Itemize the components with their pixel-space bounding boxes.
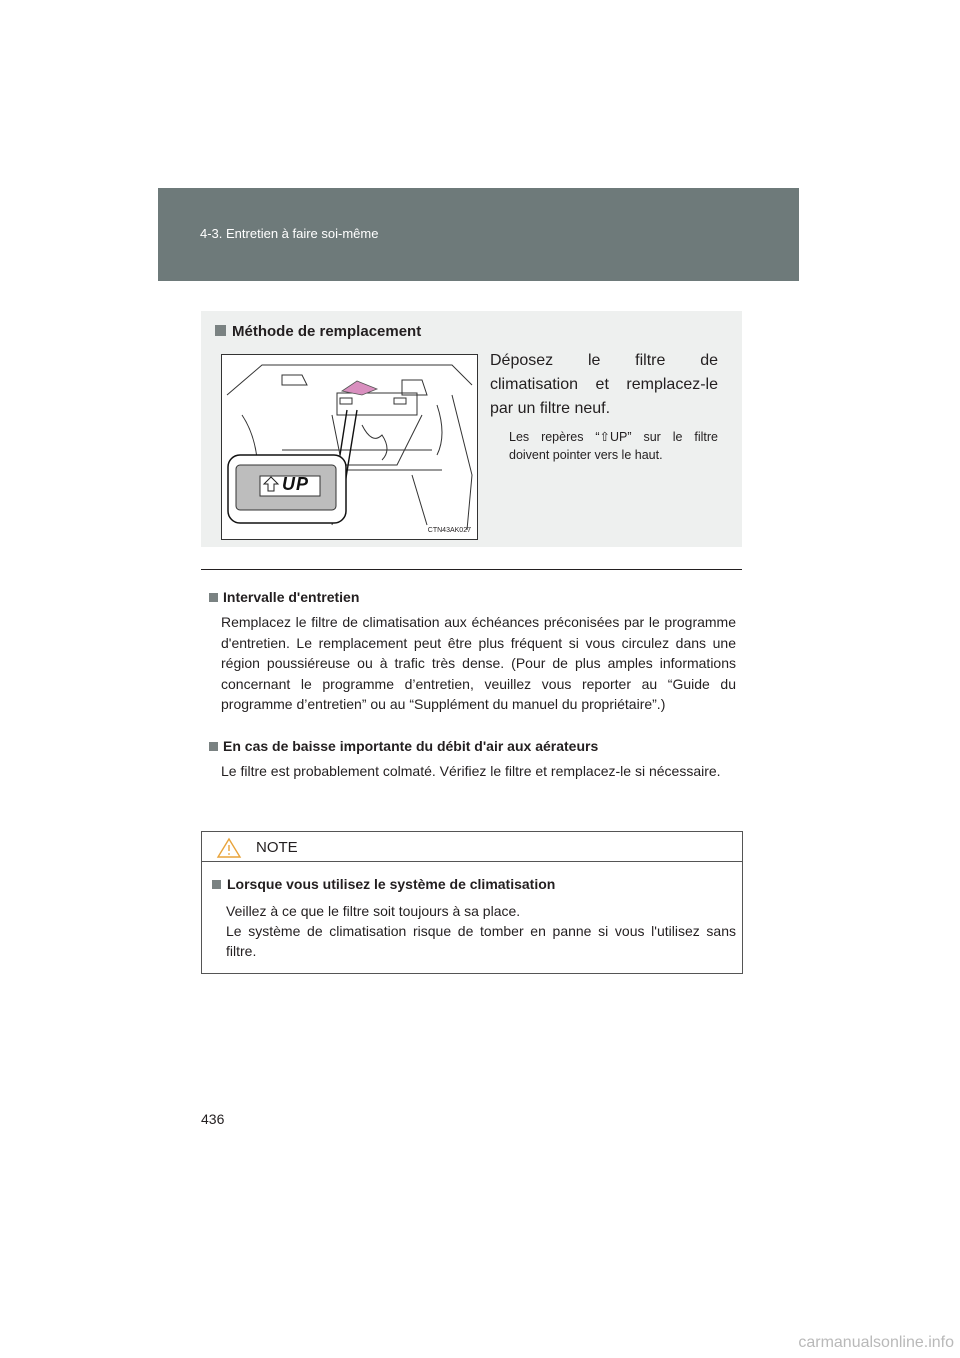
section-heading: En cas de baisse importante du débit d'air aux aérateurs [209,738,736,754]
note-text: Veillez à ce que le filtre soit toujours à sa place. Le système de climatisation risque de tomber en panne si vous l'utilisez sans filtre. [226,903,736,959]
section-airflow-drop [209,738,736,782]
section-heading: Intervalle d'entretien [209,589,736,605]
note-body [212,876,736,961]
up-marking-note: Les repères “⇧UP” sur le filtre doivent pointer vers le haut. [509,430,718,462]
filter-illustration [221,354,478,540]
note-header [202,832,742,862]
square-bullet-icon [215,325,226,336]
page-number: 436 [201,1111,225,1127]
method-title: Méthode de remplacement [215,323,421,340]
square-bullet-icon [209,742,218,751]
watermark: carmanualsonline.info [798,1334,954,1351]
illustration-code: CTN43AK027 [427,527,471,534]
note-heading: Lorsque vous utilisez le système de climatisation [212,876,736,892]
section-maintenance-interval [209,589,736,715]
note-title: NOTE [256,839,298,856]
section-body: Remplacez le filtre de climatisation aux échéances préconisées par le programme d'entretien. Le remplacement peut être plus fréquent si vous circulez dans une région poussiéreuse ou à trafic très dense. (Pour de plus amples informations concernant le programme d’entretien, veuillez vous reporter au “Guide du programme d’entretien” ou au “Supplément du manuel du propriétaire”.) [221,614,736,712]
up-label: UP [282,474,310,494]
chapter-header-bar [158,188,799,281]
warning-triangle-icon [216,837,242,859]
section-body: Le filtre est probablement colmaté. Vérifiez le filtre et remplacez-le si nécessaire. [221,763,721,779]
section-title: 4-3. Entretien à faire soi-même [200,226,379,241]
square-bullet-icon [209,593,218,602]
glovebox-filter-drawing [222,355,477,539]
replacement-instruction: Déposez le filtre de climatisation et remplacez-le par un filtre neuf. [490,352,718,417]
replacement-method-box [201,311,742,547]
note-box [201,831,743,974]
section-divider [201,569,742,570]
square-bullet-icon [212,880,221,889]
